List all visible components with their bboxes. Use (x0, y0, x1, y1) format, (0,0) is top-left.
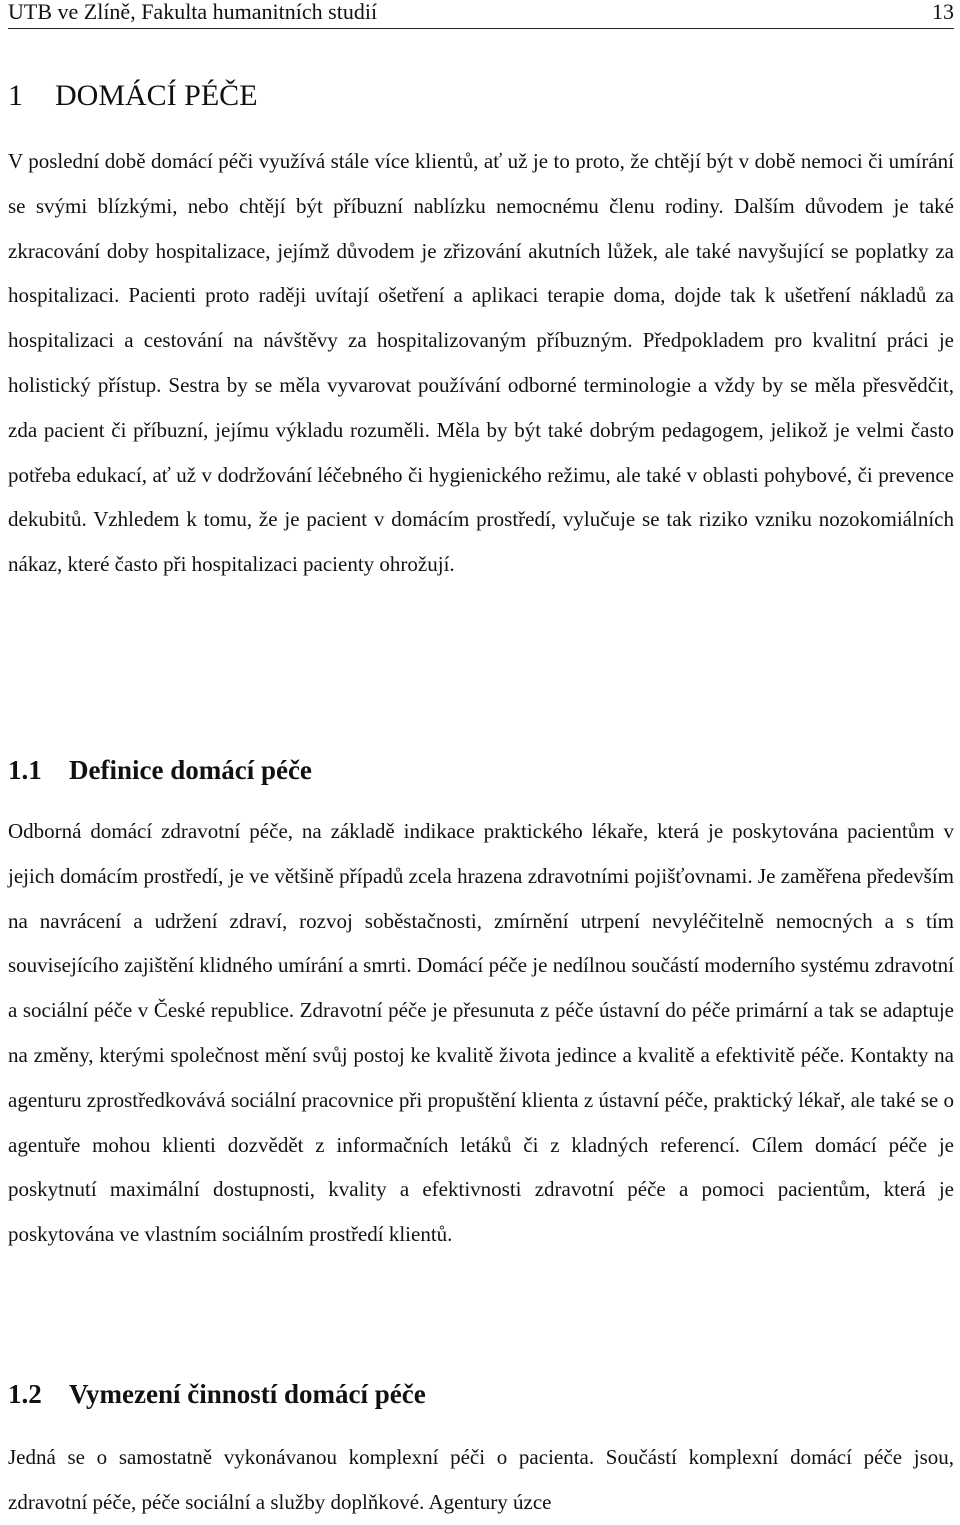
running-header (8, 0, 954, 26)
section-number: 1.2 (8, 1379, 42, 1409)
header-page-number: 13 (932, 0, 954, 24)
chapter-heading (8, 78, 258, 114)
section-title: Definice domácí péče (69, 755, 312, 785)
section-1-1-paragraph: Odborná domácí zdravotní péče, na základě indikace praktického lékaře, která je poskytována pacientům v jejich domácím prostředí, je ve většině případů zcela hrazena zdravotními pojišťovnami. Je zaměřena především na navrácení a udržení zdraví, rozvoj soběstačnosti, zmírnění utrpení nevyléčitelně nemocných a s tím souvisejícího zajištění klidného umírání a smrti. Domácí péče je nedílnou součástí moderního systému zdravotní a sociální péče v České republice. Zdravotní péče je přesunuta z péče ústavní do péče primární a tak se adaptuje na změny, kterými společnost mění svůj postoj ke kvalitě života jedince a kvalitě a efektivitě péče. Kontakty na agenturu zprostředkovává sociální pracovnice při propuštění klienta z ústavní péče, praktický lékař, ale také se o agentuře mohou klienti dozvědět z informačních letáků či z kladných referencí. Cílem domácí péče je poskytnutí maximální dostupnosti, kvality a efektivnosti zdravotní péče a pomoci pacientům, která je poskytována ve vlastním sociálním prostředí klientů. (8, 819, 954, 1247)
header-rule (8, 28, 954, 29)
section-heading-1-1 (8, 754, 312, 786)
section-number: 1.1 (8, 755, 42, 785)
chapter-title: DOMÁCÍ PÉČE (55, 79, 258, 112)
chapter-number: 1 (8, 79, 23, 112)
header-institution: UTB ve Zlíně, Fakulta humanitních studií (8, 0, 378, 24)
chapter-intro-paragraph: V poslední době domácí péči využívá stále více klientů, ať už je to proto, že chtějí být v době nemoci či umírání se svými blízkými, nebo chtějí být příbuzní nablízku nemocnému členu rodiny. Dalším důvodem je také zkracování doby hospitalizace, jejímž důvodem je zřizování akutních lůžek, ale také navyšující se poplatky za hospitalizaci. Pacienti proto raději uvítají ošetření a aplikaci terapie doma, dojde tak k ušetření nákladů za hospitalizaci a cestování na návštěvy za hospitalizovaným příbuzným. Předpokladem pro kvalitní práci je holistický přístup. Sestra by se měla vyvarovat používání odborné terminologie a vždy by se měla přesvědčit, zda pacient či příbuzní, jejímu výkladu rozuměli. Měla by být také dobrým pedagogem, jelikož je velmi často potřeba edukací, ať už v dodržování léčebného či hygienického režimu, ale také v oblasti pohybové, či prevence dekubitů. Vzhledem k tomu, že je pacient v domácím prostředí, vylučuje se tak riziko vzniku nozokomiálních nákaz, které často při hospitalizaci pacienty ohrožují. (8, 149, 954, 577)
section-1-2-paragraph: Jedná se o samostatně vykonávanou komplexní péči o pacienta. Součástí komplexní domácí péče jsou, zdravotní péče, péče sociální a služby doplňkové. Agentury úzce (8, 1445, 954, 1514)
section-heading-1-2 (8, 1378, 426, 1410)
section-title: Vymezení činností domácí péče (69, 1379, 426, 1409)
